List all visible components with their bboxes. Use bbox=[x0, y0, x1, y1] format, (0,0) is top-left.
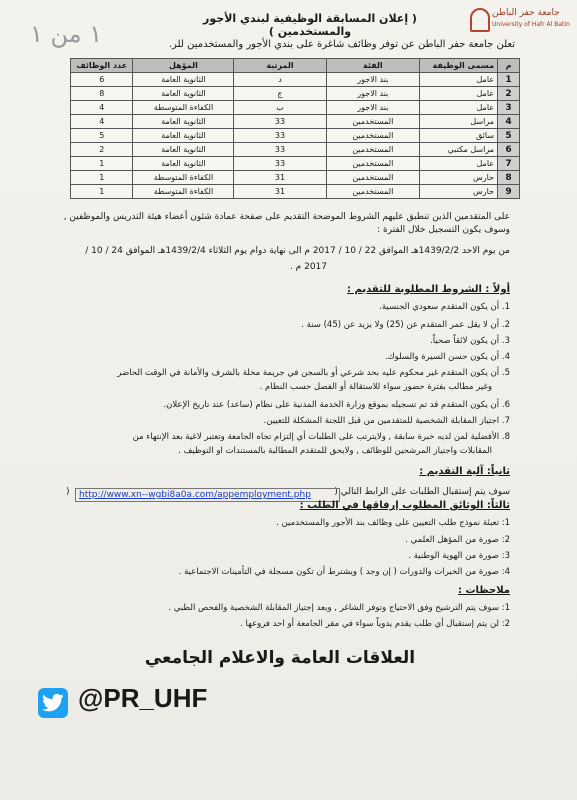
documents-heading: ثالثاً: الوثائق المطلوب إرفاقها في الطلب : bbox=[299, 500, 510, 511]
twitter-bird-glyph bbox=[42, 693, 64, 713]
conditions-heading: أولاً : الشروط المطلوبة للتقديم : bbox=[347, 284, 510, 295]
row-number: 7 bbox=[498, 157, 520, 171]
table-row bbox=[71, 171, 520, 185]
page-count: ١ من ١ bbox=[30, 20, 103, 48]
header-qualification: المؤهل bbox=[133, 59, 234, 73]
university-logo bbox=[470, 6, 570, 36]
job-title: عامل bbox=[420, 101, 498, 115]
job-rank: 33 bbox=[234, 129, 326, 143]
job-rank: ب bbox=[234, 101, 326, 115]
row-number: 6 bbox=[498, 143, 520, 157]
job-rank: 33 bbox=[234, 115, 326, 129]
job-category: المستخدمين bbox=[326, 115, 420, 129]
job-category: بند الاجور bbox=[326, 87, 420, 101]
job-title: عامل bbox=[420, 73, 498, 87]
table-row bbox=[71, 115, 520, 129]
table-row bbox=[71, 101, 520, 115]
condition-item: 3. أن يكون لائقاً صحياً. bbox=[430, 336, 510, 346]
condition-item: 8. الأفضلية لمن لديه خبرة سابقة , ولايترتب على الطلبات أي إلتزام تجاه الجامعة وتعتبر لاغية بعد الإنتهاء من bbox=[132, 432, 510, 442]
note-item: 1: سوف يتم الترشيح وفق الاحتياج وتوفر الشاغر , وبعد إجتياز المقابلة الشخصية والفحص الطبي . bbox=[168, 603, 510, 613]
header-category: الفئة bbox=[326, 59, 420, 73]
row-number: 5 bbox=[498, 129, 520, 143]
job-rank: ج bbox=[234, 87, 326, 101]
job-count: 1 bbox=[71, 185, 133, 199]
header-count: عدد الوظائف bbox=[71, 59, 133, 73]
twitter-bird-icon[interactable] bbox=[38, 688, 68, 718]
condition-item: 6. أن يكون المتقدم قد تم تسجيله بموقع وزارة الخدمة المدنية على نظام (ساعد) عند تاريخ الإعلان. bbox=[163, 400, 510, 410]
note-item: 2: لن يتم إستقبال أي طلب يقدم يدوياً سواء في مقر الجامعة أو احد فروعها . bbox=[240, 619, 510, 629]
job-category: المستخدمين bbox=[326, 185, 420, 199]
table-row bbox=[71, 87, 520, 101]
header-rank: المرتبة bbox=[234, 59, 326, 73]
table-row bbox=[71, 73, 520, 87]
job-rank: 31 bbox=[234, 185, 326, 199]
table-row bbox=[71, 185, 520, 199]
job-title: مراسل مكتبي bbox=[420, 143, 498, 157]
application-link[interactable]: http://www.xn--wgbi8a0a.com/appemployment.php bbox=[75, 488, 340, 502]
mechanism-heading: ثانياً: آلية التقديم : bbox=[419, 466, 510, 477]
mechanism-text: سوف يتم إستقبال الطلبات على الرابط التالي ( bbox=[334, 487, 510, 497]
job-qualification: الثانوية العامة bbox=[133, 143, 234, 157]
job-rank: د bbox=[234, 73, 326, 87]
job-qualification: الكفاءة المتوسطة bbox=[133, 171, 234, 185]
row-number: 9 bbox=[498, 185, 520, 199]
job-qualification: الثانوية العامة bbox=[133, 129, 234, 143]
job-count: 1 bbox=[71, 171, 133, 185]
condition-item-cont: وغير مطالب بفترة حضور سواء للاستقالة أو الفصل حسب النظام . bbox=[259, 382, 492, 392]
table-header-row bbox=[71, 59, 520, 73]
job-category: المستخدمين bbox=[326, 143, 420, 157]
row-number: 4 bbox=[498, 115, 520, 129]
job-title: سائق bbox=[420, 129, 498, 143]
job-title: مراسل bbox=[420, 115, 498, 129]
job-title: عامل bbox=[420, 157, 498, 171]
job-qualification: الثانوية العامة bbox=[133, 87, 234, 101]
condition-item: 7. اجتياز المقابلة الشخصية للمتقدمين من قبل اللجنة المشكلة للتعيين. bbox=[263, 416, 510, 426]
mechanism-close: ) bbox=[66, 487, 70, 497]
job-category: المستخدمين bbox=[326, 171, 420, 185]
job-title: حارس bbox=[420, 171, 498, 185]
document-item: 4: صورة من الخبرات والدورات ( إن وجد ) ويشترط أن تكون مسجلة في التأمينات الاجتماعية . bbox=[178, 567, 510, 577]
condition-item: 1. أن يكون المتقدم سعودي الجنسية. bbox=[379, 302, 510, 312]
job-category: المستخدمين bbox=[326, 157, 420, 171]
job-count: 4 bbox=[71, 101, 133, 115]
document-item: 2: صورة من المؤهل العلمي . bbox=[405, 535, 510, 545]
intro-text: تعلن جامعة حفر الباطن عن توفر وظائف شاغرة على بندي الأجور والمستخدمين للر. bbox=[168, 39, 515, 50]
job-count: 6 bbox=[71, 73, 133, 87]
header-job-title: مسمى الوظيفة bbox=[420, 59, 498, 73]
table-row bbox=[71, 129, 520, 143]
job-count: 2 bbox=[71, 143, 133, 157]
department-name: العلاقات العامة والاعلام الجامعي bbox=[144, 648, 416, 668]
row-number: 1 bbox=[498, 73, 520, 87]
job-title: عامل bbox=[420, 87, 498, 101]
job-count: 1 bbox=[71, 157, 133, 171]
job-category: بند الاجور bbox=[326, 101, 420, 115]
logo-name-en: University of Hafr Al Batin bbox=[492, 21, 570, 28]
job-qualification: الثانوية العامة bbox=[133, 157, 234, 171]
job-category: المستخدمين bbox=[326, 129, 420, 143]
twitter-handle[interactable]: @PR_UHF bbox=[78, 683, 208, 713]
job-qualification: الثانوية العامة bbox=[133, 115, 234, 129]
job-title: حارس bbox=[420, 185, 498, 199]
job-rank: 33 bbox=[234, 143, 326, 157]
row-number: 2 bbox=[498, 87, 520, 101]
job-rank: 31 bbox=[234, 171, 326, 185]
job-rank: 33 bbox=[234, 157, 326, 171]
document-item: 3: صورة من الهوية الوطنية . bbox=[408, 551, 510, 561]
table-row bbox=[71, 157, 520, 171]
announcement-title: ( إعلان المسابقة الوظيفية لبندي الأجور والمستخدمين ) bbox=[203, 12, 417, 38]
row-number: 3 bbox=[498, 101, 520, 115]
logo-name-ar: جامعة حفر الباطن bbox=[492, 8, 560, 18]
notes-heading: ملاحظات : bbox=[457, 585, 510, 596]
job-qualification: الثانوية العامة bbox=[133, 73, 234, 87]
application-line-1: على المتقدمين الذين تنطبق عليهم الشروط الموضحة التقديم على صفحة عمادة شئون أعضاء هيئة التدريس والموظفين , bbox=[63, 212, 510, 222]
document-item: 1: تعبئة نموذج طلب التعيين على وظائف بند الأجور والمستخدمين . bbox=[276, 518, 510, 528]
condition-item: 5. أن يكون المتقدم غير محكوم عليه بحد شرعي أو بالسجن في جريمة مخلة بالشرف والأمانة في الوقت الحاضر bbox=[117, 368, 510, 378]
header-no: م bbox=[498, 59, 520, 73]
jobs-table bbox=[70, 58, 520, 199]
row-number: 8 bbox=[498, 171, 520, 185]
job-count: 4 bbox=[71, 115, 133, 129]
job-count: 8 bbox=[71, 87, 133, 101]
application-line-4: 2017 م . bbox=[289, 262, 327, 272]
job-category: بند الاجور bbox=[326, 73, 420, 87]
condition-item: 4. أن يكون حسن السيرة والسلوك. bbox=[384, 352, 510, 362]
job-count: 5 bbox=[71, 129, 133, 143]
application-line-2: وسوف يكون التسجيل خلال الفترة : bbox=[377, 225, 510, 235]
application-line-3: من يوم الاحد 1439/2/2هـ الموافق 22 / 10 / 2017 م الى نهاية دوام يوم الثلاثاء 1439/2/4هـ الموافق 24 / 10 / bbox=[85, 246, 510, 256]
university-emblem-icon bbox=[470, 8, 490, 32]
job-qualification: الكفاءة المتوسطة bbox=[133, 185, 234, 199]
condition-item-cont: المقابلات واجتياز المرشحين للوظائف , ولايحق للمتقدم المطالبة بالمستندات او التوظيف . bbox=[178, 446, 492, 456]
job-qualification: الكفاءة المتوسطة bbox=[133, 101, 234, 115]
table-row bbox=[71, 143, 520, 157]
condition-item: 2. أن لا يقل عمر المتقدم عن (25) ولا يزيد عن (45) سنة . bbox=[301, 320, 510, 330]
